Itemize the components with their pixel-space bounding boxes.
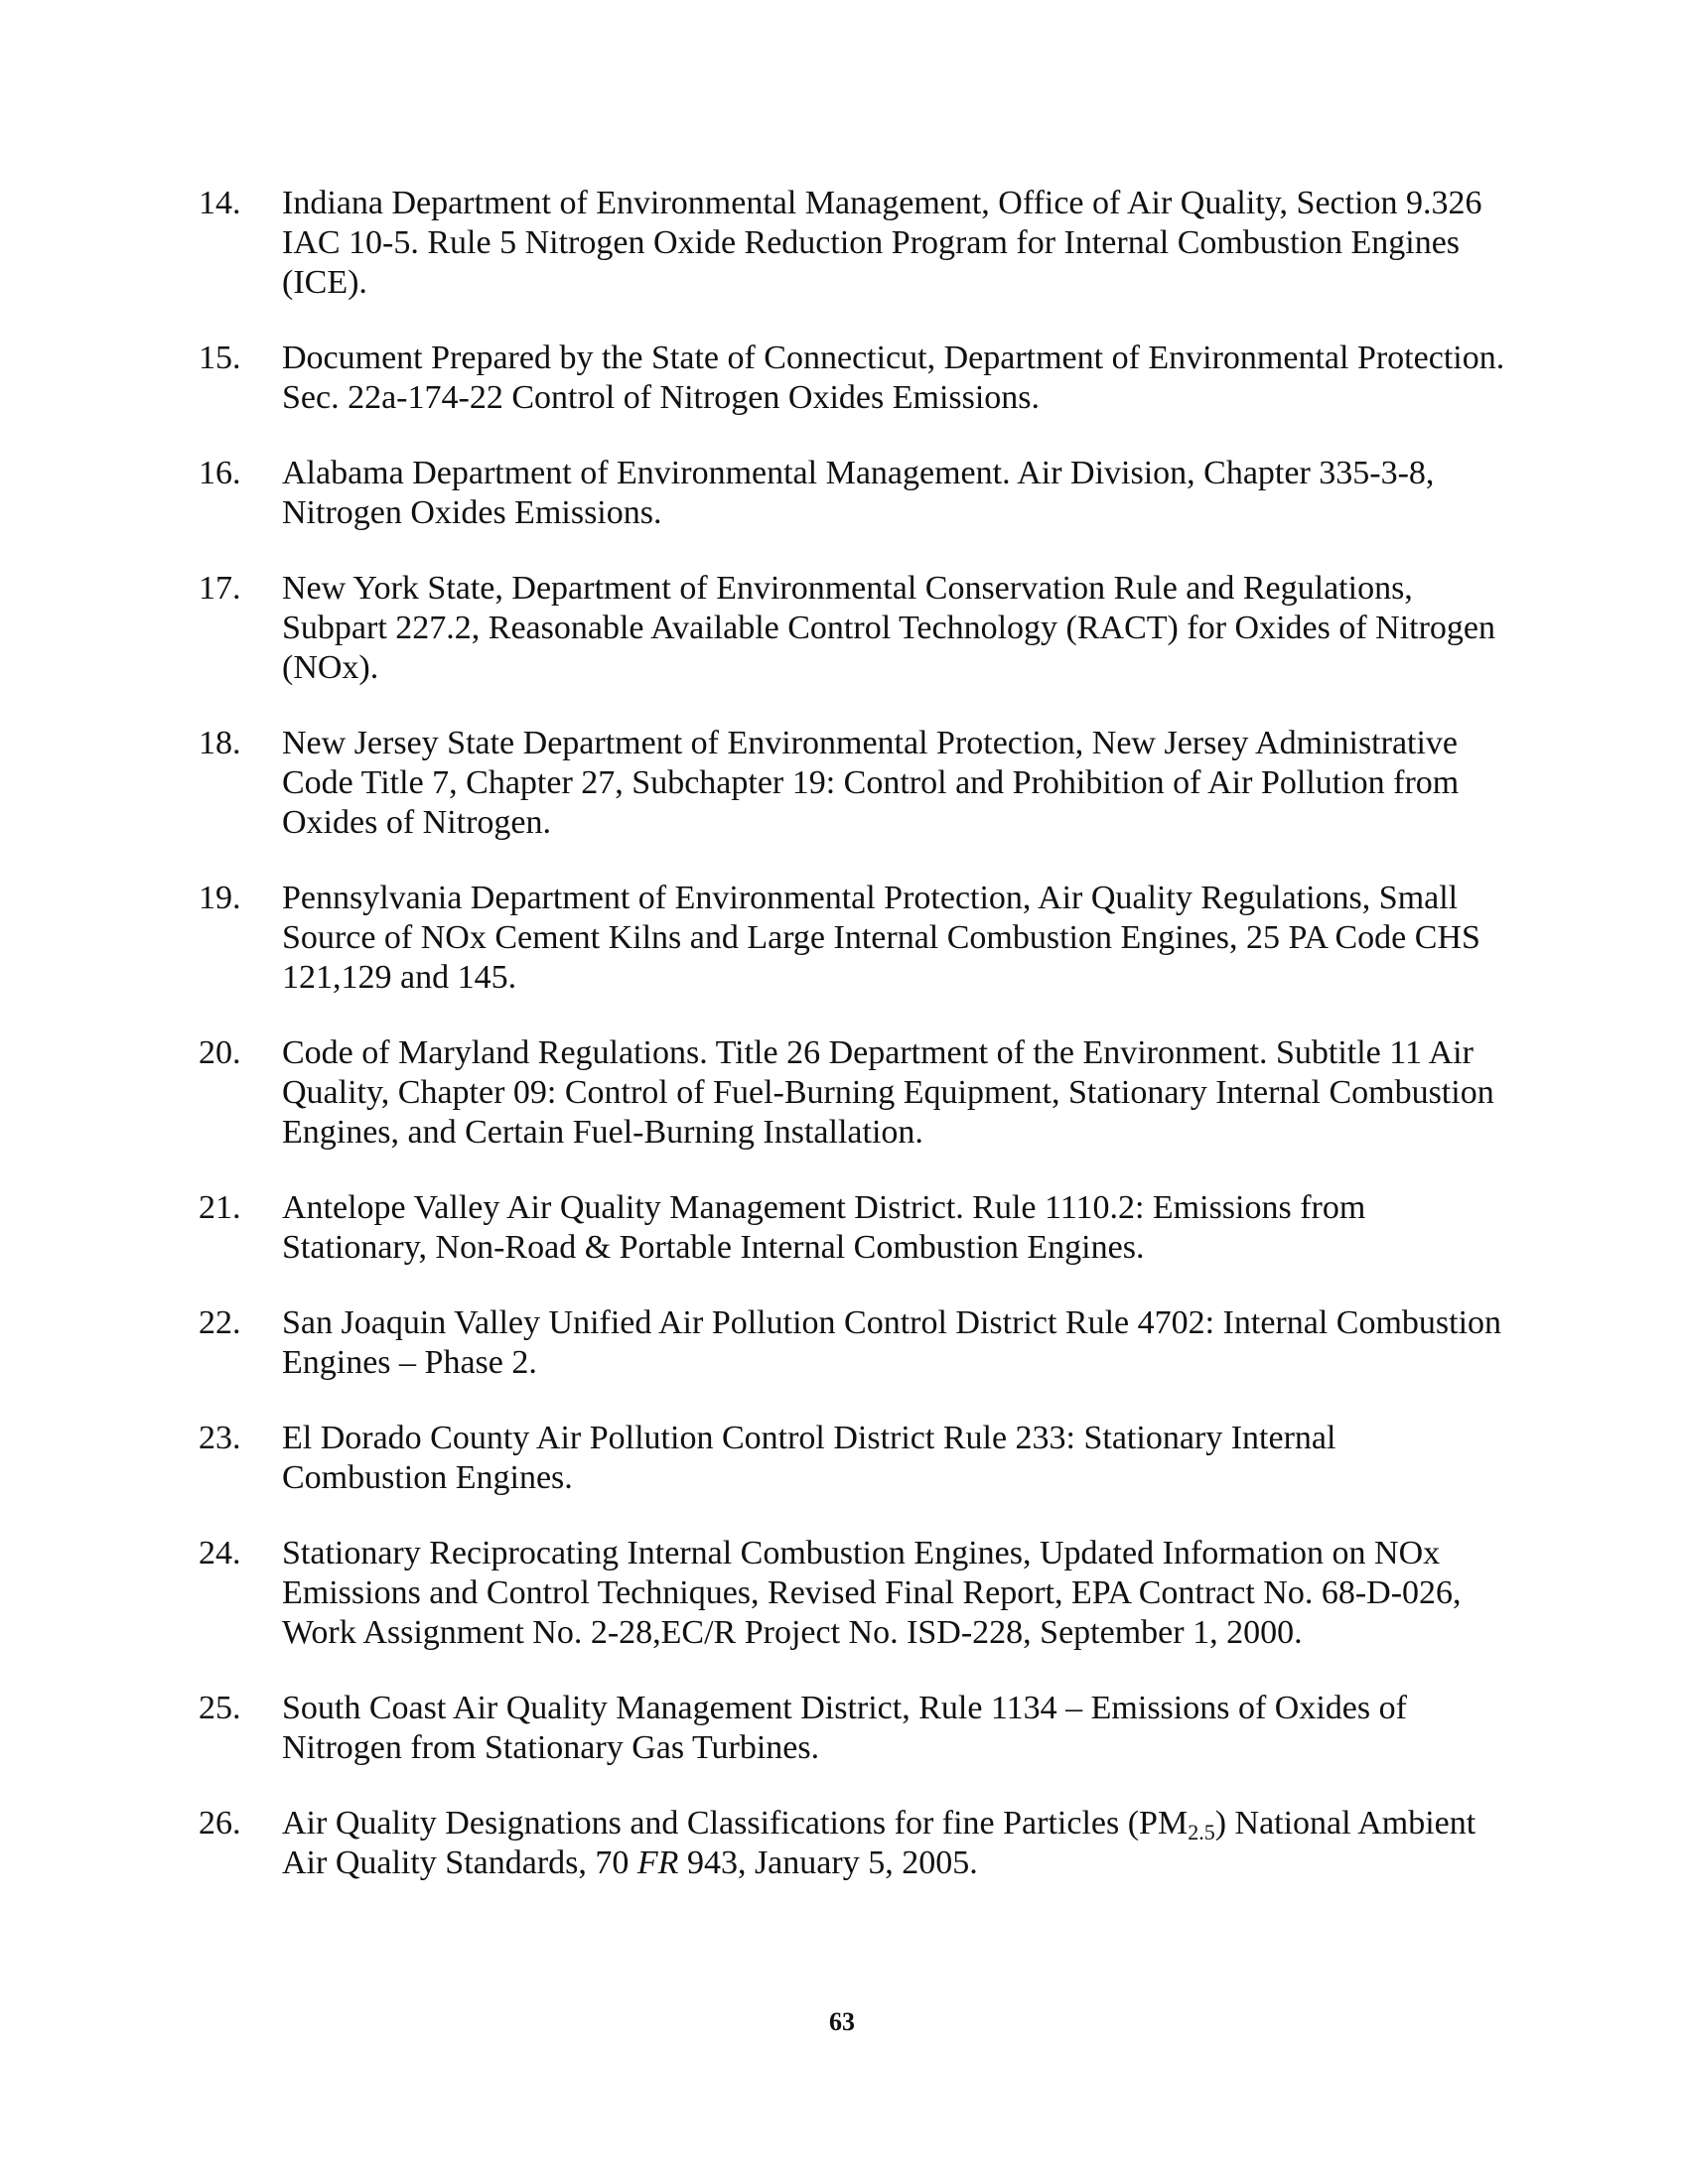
federal-register-abbrev: FR (636, 1844, 679, 1881)
reference-item (199, 1804, 1509, 1883)
reference-text: Document Prepared by the State of Connecticut, Department of Environmental Protection. Sec. 22a-174-22 Control of Nitrogen Oxides Emissions. (282, 340, 1505, 416)
reference-item (199, 184, 1509, 303)
reference-number: 19. (199, 880, 241, 916)
reference-text: Code of Maryland Regulations. Title 26 Department of the Environment. Subtitle 11 Air Quality, Chapter 09: Control of Fuel-Burning Equipment, Stationary Internal Combustion Engines, and Certain Fuel-Burning Installation. (282, 1034, 1494, 1151)
reference-item (199, 1419, 1509, 1498)
reference-item (199, 724, 1509, 843)
reference-item (199, 1303, 1509, 1383)
reference-number: 23. (199, 1420, 241, 1456)
reference-item (199, 1188, 1509, 1268)
reference-text: South Coast Air Quality Management District, Rule 1134 – Emissions of Oxides of Nitrogen from Stationary Gas Turbines. (282, 1690, 1407, 1766)
reference-text-part: 943, January 5, 2005. (678, 1844, 978, 1881)
reference-text-part: ) National Ambient Air Quality Standards, 70 (282, 1805, 1476, 1881)
pm-subscript: 2.5 (1188, 1820, 1215, 1844)
reference-list (199, 184, 1509, 1919)
reference-item (199, 1033, 1509, 1153)
reference-text: New York State, Department of Environmental Conservation Rule and Regulations, Subpart 227.2, Reasonable Available Control Technology (RACT) for Oxides of Nitrogen (NOx). (282, 570, 1496, 686)
reference-number: 21. (199, 1189, 241, 1226)
reference-text-part: Air Quality Designations and Classifications for fine Particles (PM (282, 1805, 1189, 1842)
reference-item (199, 879, 1509, 998)
reference-number: 26. (199, 1805, 241, 1842)
reference-number: 20. (199, 1034, 241, 1071)
reference-text: Alabama Department of Environmental Management. Air Division, Chapter 335-3-8, Nitrogen Oxides Emissions. (282, 455, 1435, 531)
reference-number: 16. (199, 455, 241, 491)
reference-item (199, 1534, 1509, 1653)
reference-item (199, 454, 1509, 533)
reference-text (282, 1804, 1509, 1883)
reference-text: Stationary Reciprocating Internal Combustion Engines, Updated Information on NOx Emissions and Control Techniques, Revised Final Report, EPA Contract No. 68-D-026, Work Assignment No. 2-28,EC/R Project No. ISD-228, September 1, 2000. (282, 1535, 1462, 1651)
reference-item (199, 1689, 1509, 1768)
reference-item (199, 569, 1509, 688)
reference-number: 22. (199, 1304, 241, 1341)
reference-number: 24. (199, 1535, 241, 1571)
page-number: 63 (829, 2007, 855, 2036)
reference-number: 14. (199, 185, 241, 221)
reference-text: Antelope Valley Air Quality Management District. Rule 1110.2: Emissions from Stationary, Non-Road & Portable Internal Combustion Engines. (282, 1189, 1366, 1266)
reference-item (199, 339, 1509, 418)
reference-number: 17. (199, 570, 241, 607)
reference-text: New Jersey State Department of Environmental Protection, New Jersey Administrative Code Title 7, Chapter 27, Subchapter 19: Control and Prohibition of Air Pollution from Oxides of Nitrogen. (282, 725, 1460, 841)
reference-number: 18. (199, 725, 241, 761)
reference-text: El Dorado County Air Pollution Control District Rule 233: Stationary Internal Combustion Engines. (282, 1420, 1336, 1496)
reference-number: 15. (199, 340, 241, 376)
reference-text: San Joaquin Valley Unified Air Pollution Control District Rule 4702: Internal Combustion Engines – Phase 2. (282, 1304, 1502, 1381)
reference-number: 25. (199, 1690, 241, 1726)
reference-text: Indiana Department of Environmental Management, Office of Air Quality, Section 9.326 IAC 10-5. Rule 5 Nitrogen Oxide Reduction Program for Internal Combustion Engines (ICE). (282, 185, 1482, 301)
reference-text: Pennsylvania Department of Environmental Protection, Air Quality Regulations, Small Source of NOx Cement Kilns and Large Internal Combustion Engines, 25 PA Code CHS 121,129 and 145. (282, 880, 1480, 996)
